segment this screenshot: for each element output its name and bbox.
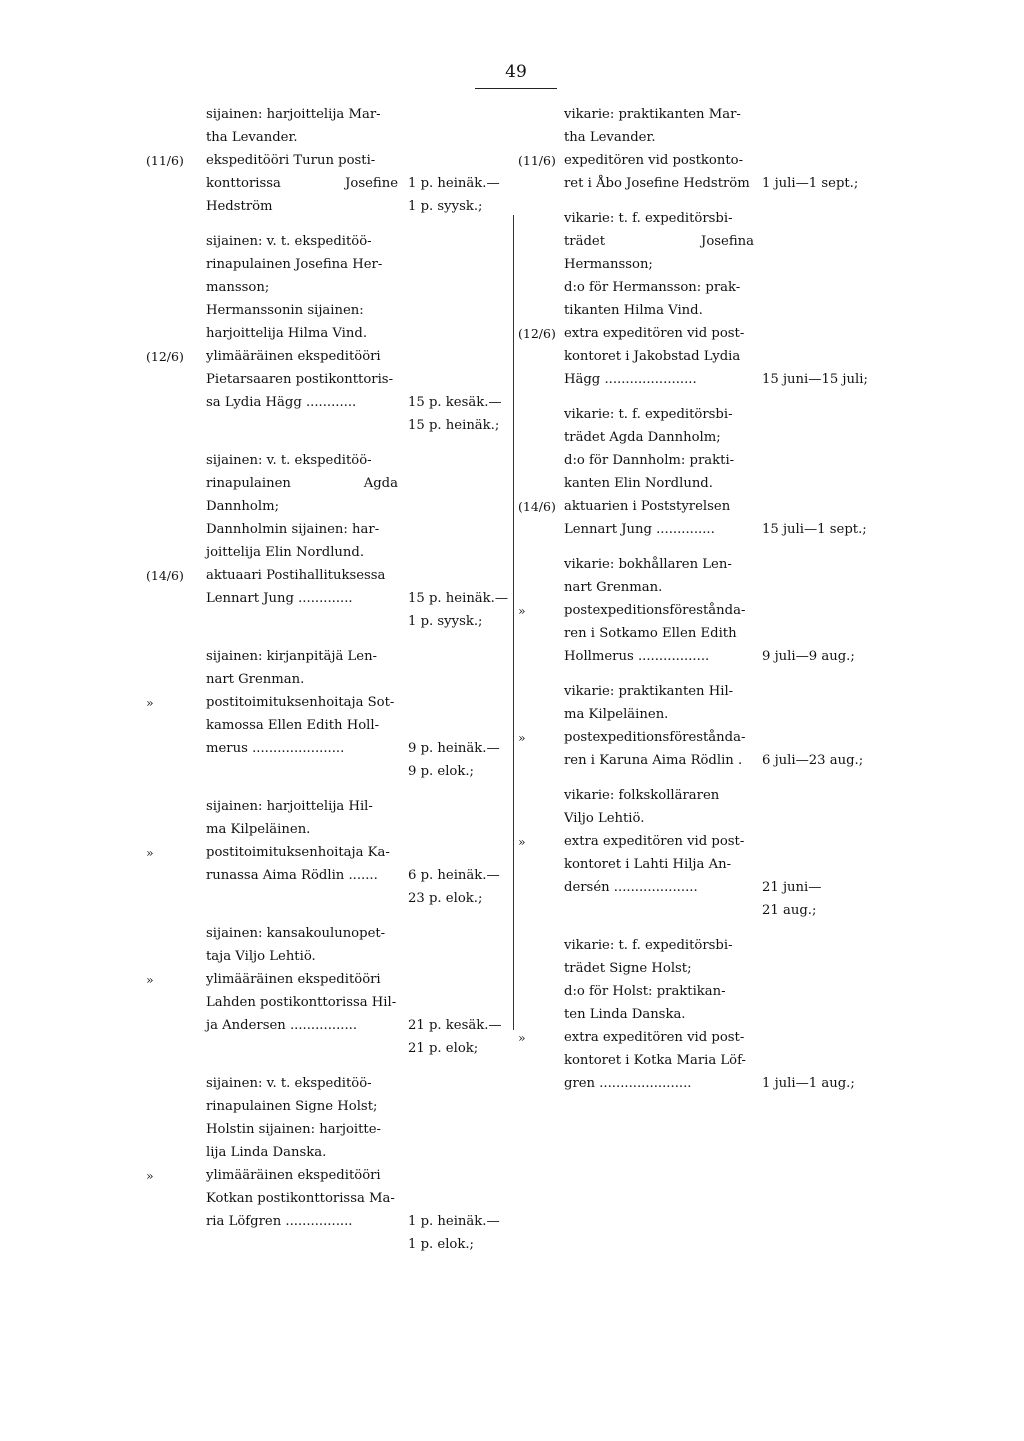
entry-line: ylimääräinen ekspeditööri bbox=[206, 972, 381, 987]
entry-date-mark bbox=[518, 553, 564, 599]
entry-line: extra expeditören vid post- bbox=[564, 1030, 745, 1045]
entry-date-mark bbox=[518, 103, 564, 149]
entry-dates bbox=[398, 449, 511, 518]
date-line: 1 p. heinäk.— bbox=[408, 1214, 500, 1229]
entry-dates bbox=[754, 553, 878, 599]
entry bbox=[146, 230, 511, 299]
date-line: 9 p. heinäk.— bbox=[408, 741, 500, 756]
date-line: 21 aug.; bbox=[762, 903, 817, 918]
entry-line: Lennart Jung ............. bbox=[206, 591, 353, 606]
date-line: 15 p. heinäk.— bbox=[408, 591, 509, 606]
date-line: 1 p. elok.; bbox=[408, 1237, 474, 1252]
entry-text bbox=[564, 207, 754, 276]
entry-line: Pietarsaaren postikonttoris- bbox=[206, 372, 394, 387]
entry-line: rinapulainen Agda Dannholm; bbox=[206, 476, 398, 514]
entry-line: vikarie: praktikanten Mar- bbox=[564, 107, 741, 122]
date-line: 1 p. heinäk.— bbox=[408, 176, 500, 191]
entry-date-mark: (12/6) bbox=[518, 326, 556, 341]
entry-line: Hermanssonin sijainen: bbox=[206, 303, 364, 318]
entry-line: Viljo Lehtiö. bbox=[564, 811, 645, 826]
entry-date-mark: » bbox=[518, 834, 526, 849]
entry-line: d:o för Dannholm: prakti- bbox=[564, 453, 735, 468]
entry bbox=[518, 830, 878, 922]
entry-dates bbox=[398, 968, 511, 1060]
entry bbox=[518, 449, 878, 495]
entry-text bbox=[206, 1164, 398, 1256]
entry-line: trädet Signe Holst; bbox=[564, 961, 692, 976]
entry-text bbox=[206, 1118, 398, 1164]
entry-date-mark bbox=[146, 795, 206, 841]
entry-line: ja Andersen ................ bbox=[206, 1018, 358, 1033]
entry-date-mark: » bbox=[518, 603, 526, 618]
entry-date-mark: » bbox=[146, 1168, 154, 1183]
entry bbox=[146, 1118, 511, 1164]
entry-dates bbox=[398, 1164, 511, 1256]
entry-line: sijainen: v. t. ekspeditöö- bbox=[206, 234, 372, 249]
date-line: 1 juli—1 sept.; bbox=[762, 176, 859, 191]
entry-line: postitoimituksenhoitaja Ka- bbox=[206, 845, 390, 860]
entry-line: trädet Agda Dannholm; bbox=[564, 430, 721, 445]
finnish-column bbox=[146, 103, 511, 1256]
entry-line: merus ...................... bbox=[206, 741, 345, 756]
date-line: 15 juli—1 sept.; bbox=[762, 522, 867, 537]
entry-line: ma Kilpeläinen. bbox=[564, 707, 669, 722]
date-line: 6 juli—23 aug.; bbox=[762, 753, 864, 768]
date-line: 15 p. kesäk.— bbox=[408, 395, 502, 410]
entry-line: sijainen: kansakoulunopet- bbox=[206, 926, 386, 941]
date-line: 9 p. elok.; bbox=[408, 764, 474, 779]
entry bbox=[146, 345, 511, 437]
entry bbox=[518, 322, 878, 391]
entry-date-mark bbox=[146, 1072, 206, 1118]
entry-dates bbox=[754, 1026, 878, 1095]
entry-date-mark: » bbox=[518, 730, 526, 745]
entry-line: harjoittelija Hilma Vind. bbox=[206, 326, 368, 341]
entry-line: ren i Sotkamo Ellen Edith bbox=[564, 626, 737, 641]
date-line: 21 p. kesäk.— bbox=[408, 1018, 502, 1033]
entry-text bbox=[564, 726, 754, 772]
entry-text bbox=[206, 103, 398, 149]
entry-line: aktuarien i Poststyrelsen bbox=[564, 499, 731, 514]
entry-line: extra expeditören vid post- bbox=[564, 834, 745, 849]
entry-dates bbox=[754, 103, 878, 149]
entry-line: Lennart Jung .............. bbox=[564, 522, 715, 537]
entry-date-mark bbox=[146, 922, 206, 968]
entry-text bbox=[206, 922, 398, 968]
entry-line: ten Linda Danska. bbox=[564, 1007, 686, 1022]
entry-date-mark: » bbox=[146, 972, 154, 987]
entry-date-mark bbox=[146, 1118, 206, 1164]
entry-line: postexpeditionsförestånda- bbox=[564, 603, 746, 618]
entry-date-mark bbox=[146, 449, 206, 518]
entry-line: ekspeditööri Turun posti- bbox=[206, 153, 376, 168]
date-line: 23 p. elok.; bbox=[408, 891, 483, 906]
entry-line: ret i Åbo Josefine Hedström bbox=[564, 176, 750, 191]
entry-text bbox=[564, 680, 754, 726]
entry-line: sijainen: v. t. ekspeditöö- bbox=[206, 453, 372, 468]
entry bbox=[146, 518, 511, 564]
entry-date-mark: (14/6) bbox=[146, 568, 184, 583]
entry-date-mark bbox=[146, 645, 206, 691]
date-line: 1 juli—1 aug.; bbox=[762, 1076, 855, 1091]
entry bbox=[518, 553, 878, 599]
entry-line: postexpeditionsförestånda- bbox=[564, 730, 746, 745]
entry-date-mark: » bbox=[518, 1030, 526, 1045]
entry-dates bbox=[398, 345, 511, 437]
entry-text bbox=[564, 495, 754, 541]
entry-line: ria Löfgren ................ bbox=[206, 1214, 353, 1229]
entry-line: vikarie: t. f. expeditörsbi- bbox=[564, 938, 733, 953]
entry-line: sijainen: v. t. ekspeditöö- bbox=[206, 1076, 372, 1091]
entry-dates bbox=[754, 680, 878, 726]
entry-dates bbox=[398, 230, 511, 299]
entry-line: Dannholmin sijainen: har- bbox=[206, 522, 380, 537]
entry-text bbox=[564, 276, 754, 322]
entry-date-mark: (11/6) bbox=[518, 153, 556, 168]
entry-line: vikarie: bokhållaren Len- bbox=[564, 557, 732, 572]
date-line: 1 p. syysk.; bbox=[408, 199, 483, 214]
entry-line: ylimääräinen ekspeditööri bbox=[206, 1168, 381, 1183]
entry-line: gren ...................... bbox=[564, 1076, 692, 1091]
entry-line: tha Levander. bbox=[564, 130, 656, 145]
entry-dates bbox=[398, 691, 511, 783]
entry-text bbox=[564, 103, 754, 149]
entry-line: kamossa Ellen Edith Holl- bbox=[206, 718, 380, 733]
entry-line: sijainen: harjoittelija Hil- bbox=[206, 799, 373, 814]
entry bbox=[518, 276, 878, 322]
entry-line: taja Viljo Lehtiö. bbox=[206, 949, 316, 964]
entry-date-mark bbox=[518, 207, 564, 276]
entry-text bbox=[564, 784, 754, 830]
date-line: 21 juni— bbox=[762, 880, 822, 895]
entry-line: aktuaari Postihallituksessa bbox=[206, 568, 386, 583]
entry bbox=[518, 149, 878, 195]
entry-date-mark bbox=[146, 299, 206, 345]
entry-line: Holstin sijainen: harjoitte- bbox=[206, 1122, 381, 1137]
entry-line: sa Lydia Hägg ............ bbox=[206, 395, 357, 410]
entry bbox=[518, 934, 878, 980]
date-line: 1 p. syysk.; bbox=[408, 614, 483, 629]
entry-dates bbox=[754, 449, 878, 495]
entry-line: kontoret i Kotka Maria Löf- bbox=[564, 1053, 746, 1068]
entry-text bbox=[564, 980, 754, 1026]
entry-text bbox=[206, 691, 398, 783]
entry-line: sijainen: harjoittelija Mar- bbox=[206, 107, 381, 122]
swedish-column bbox=[518, 103, 878, 1095]
entry-line: extra expeditören vid post- bbox=[564, 326, 745, 341]
entry-date-mark bbox=[146, 518, 206, 564]
entry bbox=[518, 680, 878, 726]
entry-date-mark bbox=[146, 230, 206, 299]
entry-dates bbox=[754, 149, 878, 195]
entry-line: postitoimituksenhoitaja Sot- bbox=[206, 695, 395, 710]
entry-dates bbox=[754, 276, 878, 322]
entry-line: dersén .................... bbox=[564, 880, 698, 895]
date-line: 9 juli—9 aug.; bbox=[762, 649, 855, 664]
entry-line: ma Kilpeläinen. bbox=[206, 822, 311, 837]
entry-date-mark bbox=[518, 784, 564, 830]
entry-line: tha Levander. bbox=[206, 130, 298, 145]
entry-line: rinapulainen Josefina Her- bbox=[206, 257, 383, 272]
entry bbox=[518, 1026, 878, 1095]
entry bbox=[146, 841, 511, 910]
entry bbox=[146, 564, 511, 633]
entry-date-mark bbox=[146, 103, 206, 149]
entry-dates bbox=[754, 830, 878, 922]
entry-dates bbox=[398, 645, 511, 691]
entry-dates bbox=[754, 599, 878, 668]
entry-dates bbox=[754, 784, 878, 830]
entry-text bbox=[206, 1072, 398, 1118]
entry-line: ren i Karuna Aima Rödlin . bbox=[564, 753, 743, 768]
entry-text bbox=[564, 403, 754, 449]
entry-line: Lahden postikonttorissa Hil- bbox=[206, 995, 397, 1010]
entry-line: mansson; bbox=[206, 280, 270, 295]
column-divider bbox=[513, 215, 514, 1030]
entry-dates bbox=[754, 980, 878, 1026]
entry-line: vikarie: t. f. expeditörsbi- bbox=[564, 407, 733, 422]
entry-line: tikanten Hilma Vind. bbox=[564, 303, 703, 318]
entry-text bbox=[564, 322, 754, 391]
entry-line: Hollmerus ................. bbox=[564, 649, 710, 664]
entry-text bbox=[206, 645, 398, 691]
entry-line: sijainen: kirjanpitäjä Len- bbox=[206, 649, 378, 664]
entry-dates bbox=[398, 1118, 511, 1164]
entry-date-mark: » bbox=[146, 845, 154, 860]
entry-date-mark: » bbox=[146, 695, 154, 710]
entry-dates bbox=[398, 841, 511, 910]
entry-dates bbox=[398, 149, 511, 218]
entry-line: nart Grenman. bbox=[564, 580, 663, 595]
entry-dates bbox=[754, 403, 878, 449]
entry-text bbox=[564, 149, 754, 195]
entry-date-mark bbox=[518, 403, 564, 449]
entry-line: vikarie: folkskolläraren bbox=[564, 788, 720, 803]
entry-dates bbox=[398, 795, 511, 841]
date-line: 6 p. heinäk.— bbox=[408, 868, 500, 883]
entry-date-mark: (12/6) bbox=[146, 349, 184, 364]
entry bbox=[146, 103, 511, 149]
entry-date-mark bbox=[518, 934, 564, 980]
entry bbox=[518, 403, 878, 449]
entry-date-mark bbox=[518, 980, 564, 1026]
entry-date-mark bbox=[518, 276, 564, 322]
date-line: 15 p. heinäk.; bbox=[408, 418, 500, 433]
entry-line: kontoret i Lahti Hilja An- bbox=[564, 857, 732, 872]
entry-dates bbox=[398, 1072, 511, 1118]
entry bbox=[146, 1164, 511, 1256]
entry-line: vikarie: t. f. expeditörsbi- bbox=[564, 211, 733, 226]
entry-text bbox=[564, 1026, 754, 1095]
entry bbox=[146, 645, 511, 691]
entry-line: trädet Josefina Hermansson; bbox=[564, 234, 754, 272]
entry-line: konttorissa Josefine Hedström bbox=[206, 176, 398, 214]
entry bbox=[146, 922, 511, 968]
entry-dates bbox=[398, 103, 511, 149]
date-line: 21 p. elok; bbox=[408, 1041, 479, 1056]
entry bbox=[518, 784, 878, 830]
entry-text bbox=[206, 564, 398, 633]
entry-date-mark bbox=[518, 449, 564, 495]
entry-line: ylimääräinen ekspeditööri bbox=[206, 349, 381, 364]
entry-text bbox=[206, 968, 398, 1060]
entry-line: joittelija Elin Nordlund. bbox=[206, 545, 365, 560]
entry-text bbox=[206, 449, 398, 518]
entry-text bbox=[564, 553, 754, 599]
entry-date-mark: (14/6) bbox=[518, 499, 556, 514]
entry-line: d:o för Holst: praktikan- bbox=[564, 984, 726, 999]
entry bbox=[146, 691, 511, 783]
entry bbox=[146, 968, 511, 1060]
entry bbox=[146, 795, 511, 841]
entry-date-mark: (11/6) bbox=[146, 153, 184, 168]
entry-dates bbox=[754, 726, 878, 772]
entry-text bbox=[206, 345, 398, 437]
entry bbox=[518, 103, 878, 149]
entry-text bbox=[564, 449, 754, 495]
entry bbox=[518, 726, 878, 772]
page-number: 49 bbox=[475, 62, 557, 89]
entry-dates bbox=[754, 495, 878, 541]
entry-text bbox=[564, 934, 754, 980]
entry-dates bbox=[754, 322, 878, 391]
entry-date-mark bbox=[518, 680, 564, 726]
entry-line: nart Grenman. bbox=[206, 672, 305, 687]
entry bbox=[518, 599, 878, 668]
entry bbox=[518, 207, 878, 276]
entry bbox=[518, 495, 878, 541]
entry-dates bbox=[754, 207, 878, 276]
entry-text bbox=[206, 230, 398, 299]
entry-text bbox=[206, 518, 398, 564]
entry-text bbox=[564, 830, 754, 922]
entry-dates bbox=[754, 934, 878, 980]
entry-text bbox=[206, 841, 398, 910]
entry bbox=[146, 1072, 511, 1118]
entry-line: Hägg ...................... bbox=[564, 372, 697, 387]
entry bbox=[518, 980, 878, 1026]
entry bbox=[146, 449, 511, 518]
entry-line: vikarie: praktikanten Hil- bbox=[564, 684, 734, 699]
entry-line: Kotkan postikonttorissa Ma- bbox=[206, 1191, 395, 1206]
entry-text bbox=[206, 795, 398, 841]
entry-dates bbox=[398, 922, 511, 968]
entry-text bbox=[564, 599, 754, 668]
entry-dates bbox=[398, 299, 511, 345]
entry-line: kontoret i Jakobstad Lydia bbox=[564, 349, 741, 364]
entry-dates bbox=[398, 564, 511, 633]
entry bbox=[146, 149, 511, 218]
entry bbox=[146, 299, 511, 345]
entry-line: d:o för Hermansson: prak- bbox=[564, 280, 741, 295]
entry-line: expeditören vid postkonto- bbox=[564, 153, 744, 168]
entry-line: kanten Elin Nordlund. bbox=[564, 476, 713, 491]
entry-line: runassa Aima Rödlin ....... bbox=[206, 868, 378, 883]
entry-text bbox=[206, 299, 398, 345]
entry-line: lija Linda Danska. bbox=[206, 1145, 327, 1160]
date-line: 15 juni—15 juli; bbox=[762, 372, 868, 387]
entry-text bbox=[206, 149, 398, 218]
entry-dates bbox=[398, 518, 511, 564]
entry-line: rinapulainen Signe Holst; bbox=[206, 1099, 378, 1114]
